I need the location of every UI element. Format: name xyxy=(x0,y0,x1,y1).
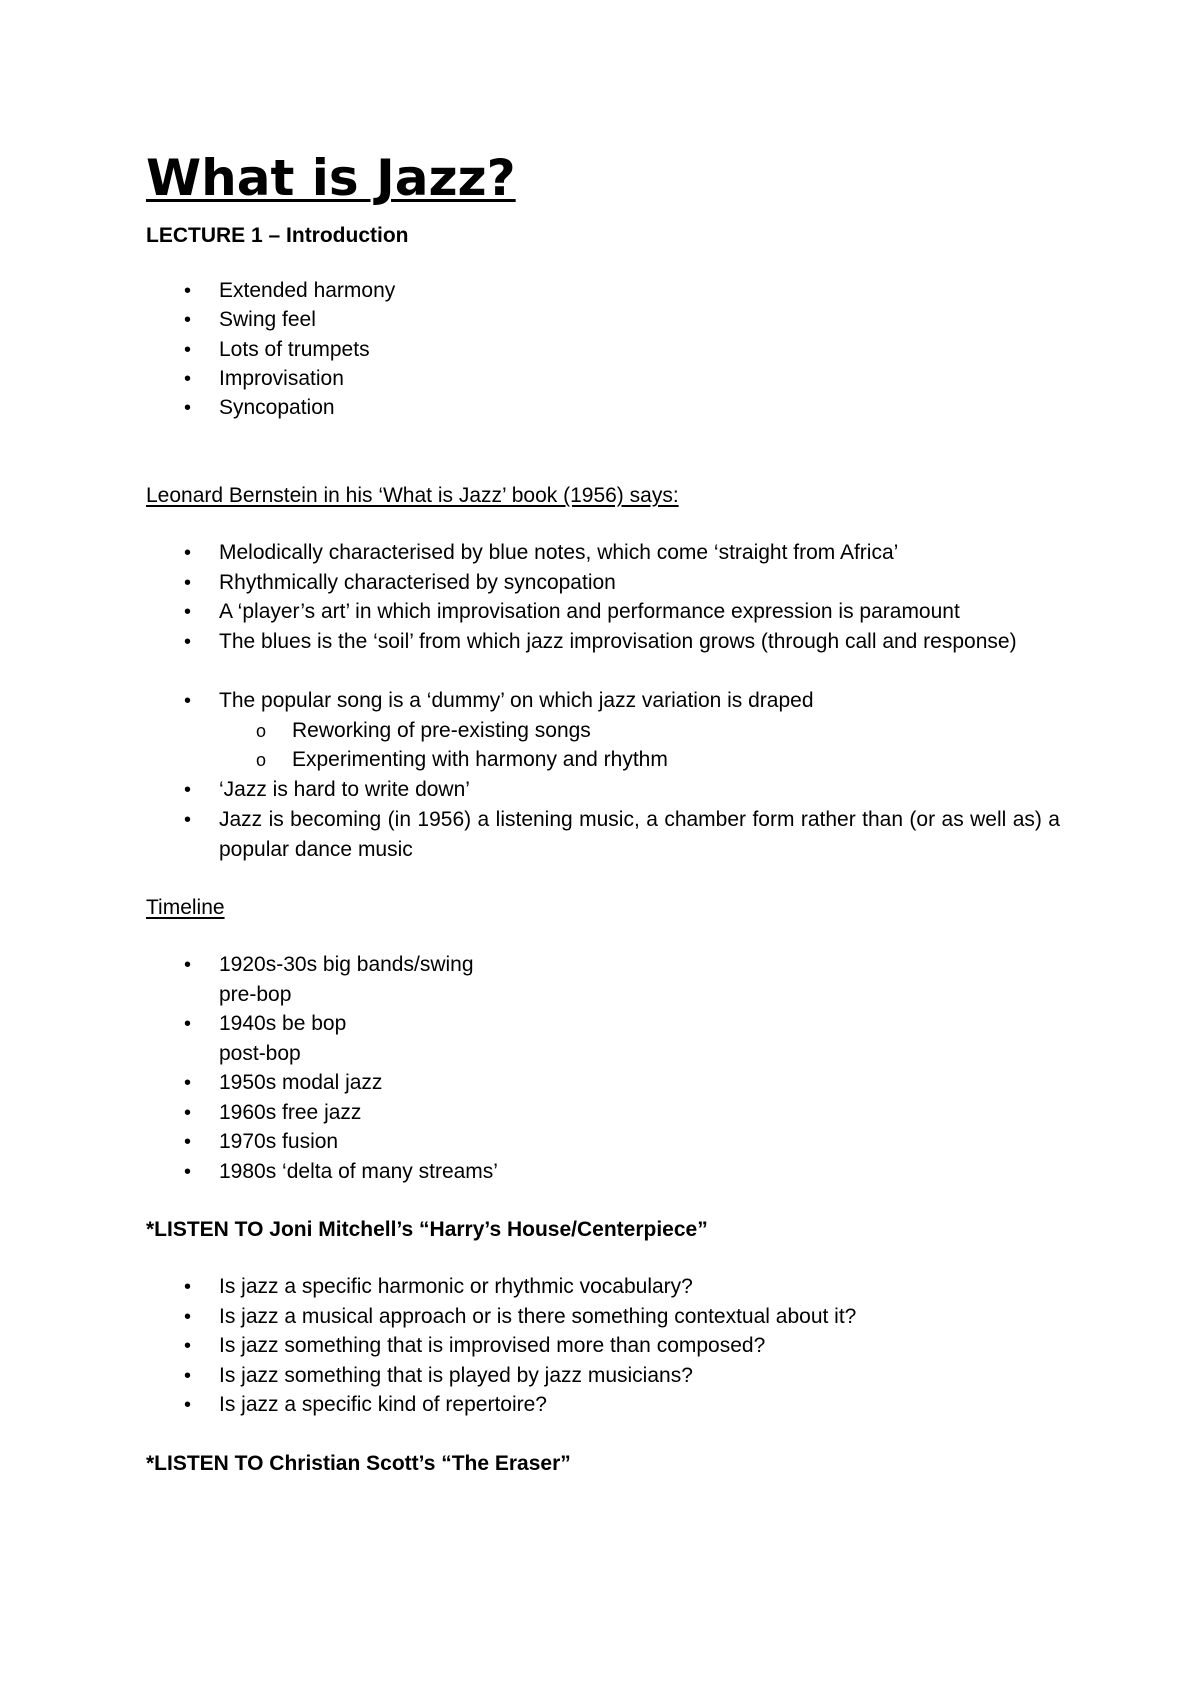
bullet-icon: • xyxy=(184,631,192,653)
list-item-text: Syncopation xyxy=(219,396,335,419)
list-item-text: Is jazz something that is played by jazz musicians? xyxy=(219,1364,693,1387)
document-title: What is Jazz? xyxy=(146,149,516,207)
list-item-text: 1980s ‘delta of many streams’ xyxy=(219,1160,498,1183)
list-item-text: The popular song is a ‘dummy’ on which jazz variation is draped xyxy=(219,689,814,712)
list-item-text: Swing feel xyxy=(219,308,316,331)
bullet-icon: • xyxy=(184,779,192,801)
bullet-icon: • xyxy=(184,1335,192,1357)
list-item-text: ‘Jazz is hard to write down’ xyxy=(219,778,470,801)
document-page xyxy=(146,0,1060,1698)
list-item-text: 1970s fusion xyxy=(219,1130,339,1153)
bullet-icon: • xyxy=(184,809,192,831)
bullet-icon: • xyxy=(184,1365,192,1387)
bullet-icon: • xyxy=(184,309,192,331)
sub-bullet-icon: o xyxy=(256,721,267,741)
list-item-text: Melodically characterised by blue notes, which come ‘straight from Africa’ xyxy=(219,541,899,564)
sub-bullet-icon: o xyxy=(256,750,267,770)
list-item-text: Is jazz a musical approach or is there something contextual about it? xyxy=(219,1305,857,1328)
timeline-continuation: post-bop xyxy=(219,1042,301,1065)
listen-note: *LISTEN TO Christian Scott’s “The Eraser” xyxy=(146,1452,571,1475)
list-item-text: 1950s modal jazz xyxy=(219,1071,383,1094)
list-item-text: Jazz is becoming (in 1956) a listening music, a chamber form rather than (or as well as) a popular dance music xyxy=(219,808,1060,861)
list-item-text: Lots of trumpets xyxy=(219,338,370,361)
bullet-icon: • xyxy=(184,1161,192,1183)
timeline-continuation: pre-bop xyxy=(219,983,292,1006)
bullet-icon: • xyxy=(184,397,192,419)
list-item-text: Is jazz a specific harmonic or rhythmic vocabulary? xyxy=(219,1275,693,1298)
bullet-icon: • xyxy=(184,1102,192,1124)
bullet-icon: • xyxy=(184,954,192,976)
list-item-text: Extended harmony xyxy=(219,279,396,302)
bullet-icon: • xyxy=(184,280,192,302)
list-item-text: A ‘player’s art’ in which improvisation and performance expression is paramount xyxy=(219,600,960,623)
timeline-heading: Timeline xyxy=(146,896,225,919)
bullet-icon: • xyxy=(184,1013,192,1035)
list-item-text: Improvisation xyxy=(219,367,344,390)
bernstein-heading: Leonard Bernstein in his ‘What is Jazz’ book (1956) says: xyxy=(146,484,679,507)
bullet-icon: • xyxy=(184,601,192,623)
bullet-icon: • xyxy=(184,1306,192,1328)
bullet-icon: • xyxy=(184,1131,192,1153)
list-item-text: Is jazz a specific kind of repertoire? xyxy=(219,1393,547,1416)
list-item-text: 1960s free jazz xyxy=(219,1101,362,1124)
bullet-icon: • xyxy=(184,542,192,564)
bullet-icon: • xyxy=(184,368,192,390)
listen-note: *LISTEN TO Joni Mitchell’s “Harry’s House/Centerpiece” xyxy=(146,1218,708,1241)
lecture-heading: LECTURE 1 – Introduction xyxy=(146,224,409,247)
list-item-text: Rhythmically characterised by syncopation xyxy=(219,571,616,594)
list-item-text: 1920s-30s big bands/swing xyxy=(219,953,474,976)
sub-list-item-text: Experimenting with harmony and rhythm xyxy=(292,748,668,771)
list-item-text: Is jazz something that is improvised more than composed? xyxy=(219,1334,766,1357)
bullet-icon: • xyxy=(184,572,192,594)
bullet-icon: • xyxy=(184,1072,192,1094)
list-item-text: 1940s be bop xyxy=(219,1012,347,1035)
bullet-icon: • xyxy=(184,1394,192,1416)
bullet-icon: • xyxy=(184,690,192,712)
bullet-icon: • xyxy=(184,1276,192,1298)
sub-list-item-text: Reworking of pre-existing songs xyxy=(292,719,591,742)
list-item-text: The blues is the ‘soil’ from which jazz improvisation grows (through call and response) xyxy=(219,630,1017,653)
bullet-icon: • xyxy=(184,339,192,361)
